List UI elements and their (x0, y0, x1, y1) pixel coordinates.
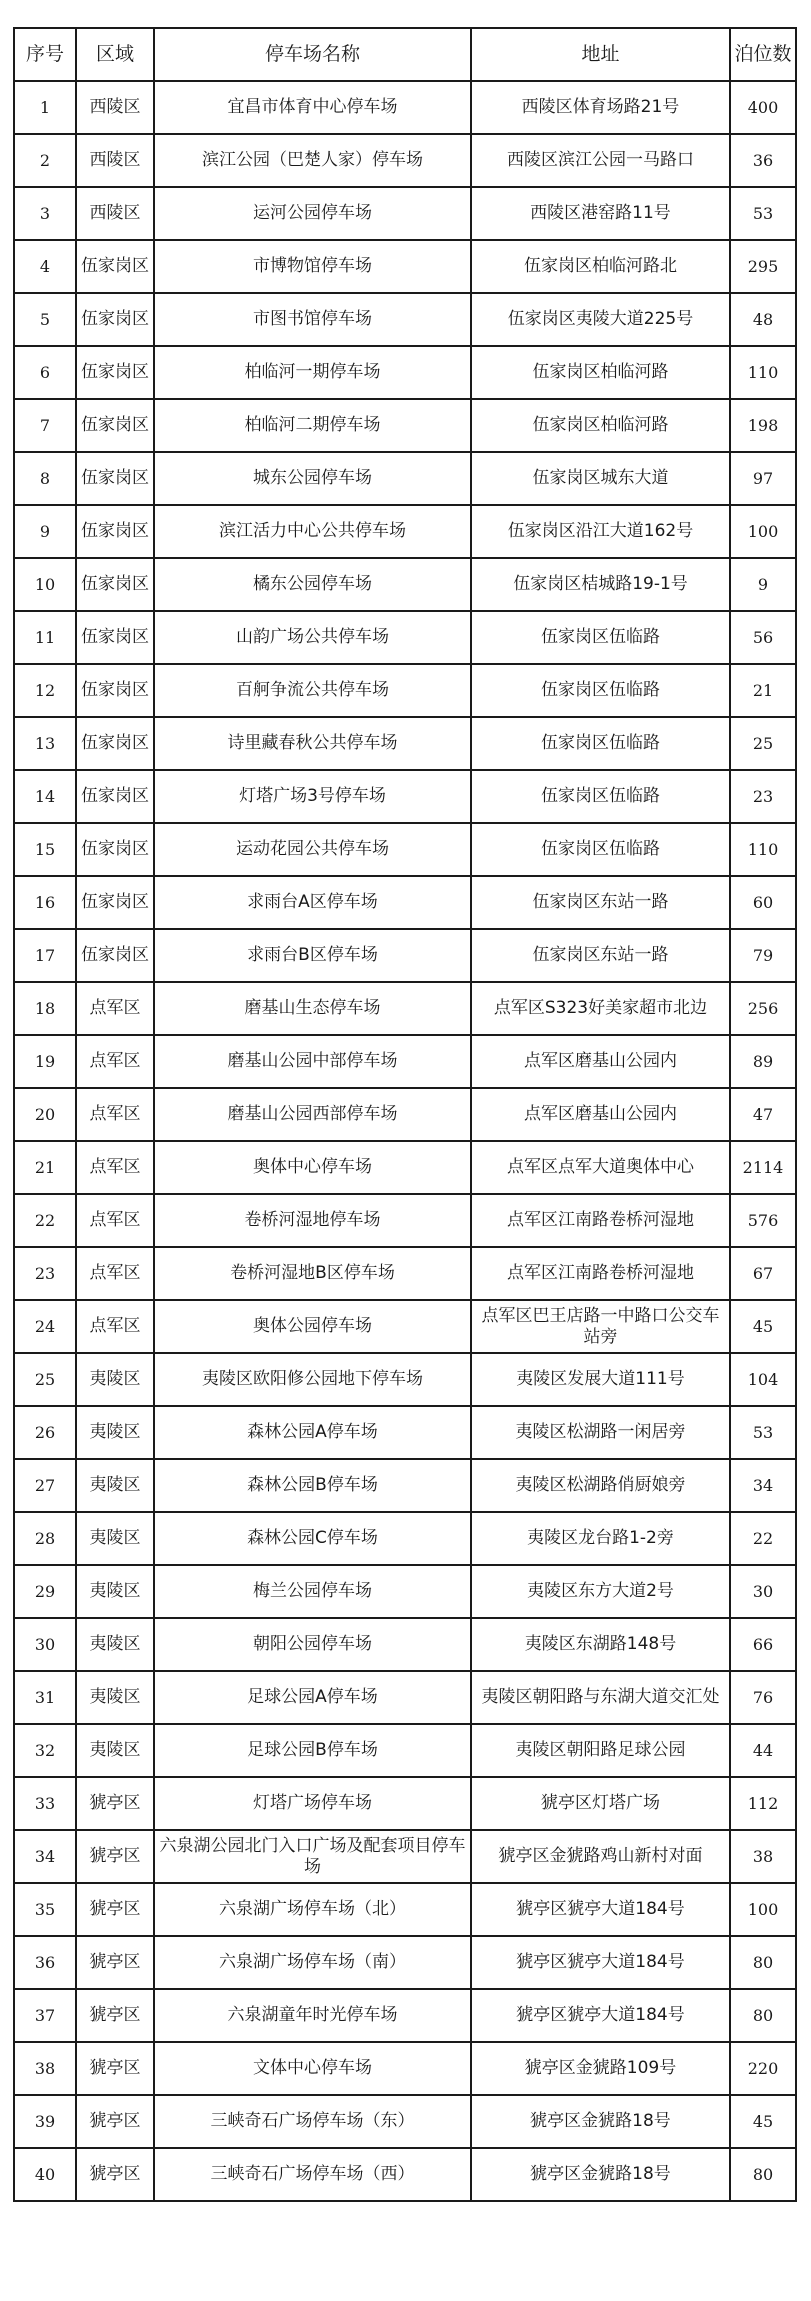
cell-parking-name: 卷桥河湿地停车场 (155, 1195, 472, 1246)
cell-parking-name: 灯塔广场停车场 (155, 1778, 472, 1829)
table-row (13, 824, 797, 877)
table-row (13, 612, 797, 665)
cell-index: 4 (13, 241, 77, 292)
cell-district: 猇亭区 (77, 1831, 155, 1882)
cell-address: 夷陵区龙台路1-2旁 (472, 1513, 731, 1564)
cell-address: 西陵区港窑路11号 (472, 188, 731, 239)
cell-address: 点军区磨基山公园内 (472, 1036, 731, 1087)
cell-address: 猇亭区猇亭大道184号 (472, 1937, 731, 1988)
cell-address: 伍家岗区东站一路 (472, 930, 731, 981)
cell-parking-name: 柏临河二期停车场 (155, 400, 472, 451)
cell-address: 猇亭区金猇路18号 (472, 2149, 731, 2200)
table-row (13, 1619, 797, 1672)
cell-district: 夷陵区 (77, 1619, 155, 1670)
cell-spaces: 576 (731, 1195, 797, 1246)
cell-address: 点军区江南路卷桥河湿地 (472, 1248, 731, 1299)
table-row (13, 188, 797, 241)
table-row (13, 400, 797, 453)
table-row (13, 877, 797, 930)
cell-address: 夷陵区朝阳路足球公园 (472, 1725, 731, 1776)
cell-parking-name: 磨基山公园中部停车场 (155, 1036, 472, 1087)
cell-spaces: 97 (731, 453, 797, 504)
cell-spaces: 44 (731, 1725, 797, 1776)
cell-index: 7 (13, 400, 77, 451)
cell-spaces: 25 (731, 718, 797, 769)
cell-index: 15 (13, 824, 77, 875)
cell-parking-name: 六泉湖广场停车场（北） (155, 1884, 472, 1935)
cell-district: 夷陵区 (77, 1354, 155, 1405)
cell-district: 猇亭区 (77, 1778, 155, 1829)
cell-district: 伍家岗区 (77, 930, 155, 981)
cell-district: 伍家岗区 (77, 612, 155, 663)
cell-address: 伍家岗区柏临河路 (472, 400, 731, 451)
cell-spaces: 45 (731, 1301, 797, 1352)
table-row (13, 1248, 797, 1301)
cell-district: 伍家岗区 (77, 665, 155, 716)
cell-district: 点军区 (77, 983, 155, 1034)
cell-parking-name: 运河公园停车场 (155, 188, 472, 239)
cell-address: 伍家岗区城东大道 (472, 453, 731, 504)
cell-parking-name: 市博物馆停车场 (155, 241, 472, 292)
cell-index: 29 (13, 1566, 77, 1617)
cell-district: 点军区 (77, 1301, 155, 1352)
cell-parking-name: 卷桥河湿地B区停车场 (155, 1248, 472, 1299)
cell-parking-name: 奥体公园停车场 (155, 1301, 472, 1352)
cell-spaces: 53 (731, 188, 797, 239)
cell-district: 伍家岗区 (77, 241, 155, 292)
cell-address: 夷陵区发展大道111号 (472, 1354, 731, 1405)
table-row (13, 241, 797, 294)
cell-spaces: 79 (731, 930, 797, 981)
cell-parking-name: 三峡奇石广场停车场（西） (155, 2149, 472, 2200)
cell-address: 伍家岗区柏临河路 (472, 347, 731, 398)
cell-district: 伍家岗区 (77, 824, 155, 875)
cell-spaces: 220 (731, 2043, 797, 2094)
cell-parking-name: 六泉湖广场停车场（南） (155, 1937, 472, 1988)
table-body (13, 82, 797, 2202)
table-row (13, 82, 797, 135)
cell-index: 30 (13, 1619, 77, 1670)
cell-parking-name: 城东公园停车场 (155, 453, 472, 504)
cell-parking-name: 磨基山生态停车场 (155, 983, 472, 1034)
table-row (13, 1831, 797, 1884)
cell-parking-name: 朝阳公园停车场 (155, 1619, 472, 1670)
cell-parking-name: 灯塔广场3号停车场 (155, 771, 472, 822)
cell-spaces: 47 (731, 1089, 797, 1140)
table-row (13, 1672, 797, 1725)
cell-address: 伍家岗区桔城路19-1号 (472, 559, 731, 610)
cell-parking-name: 三峡奇石广场停车场（东） (155, 2096, 472, 2147)
table-row (13, 665, 797, 718)
table-row (13, 2043, 797, 2096)
cell-spaces: 22 (731, 1513, 797, 1564)
cell-address: 点军区磨基山公园内 (472, 1089, 731, 1140)
table-row (13, 1513, 797, 1566)
cell-address: 伍家岗区柏临河路北 (472, 241, 731, 292)
cell-parking-name: 奥体中心停车场 (155, 1142, 472, 1193)
cell-spaces: 110 (731, 347, 797, 398)
cell-index: 16 (13, 877, 77, 928)
cell-spaces: 30 (731, 1566, 797, 1617)
cell-index: 39 (13, 2096, 77, 2147)
cell-address: 夷陵区松湖路俏厨娘旁 (472, 1460, 731, 1511)
cell-address: 伍家岗区伍临路 (472, 824, 731, 875)
cell-district: 伍家岗区 (77, 771, 155, 822)
cell-spaces: 80 (731, 1990, 797, 2041)
table-row (13, 1460, 797, 1513)
cell-spaces: 112 (731, 1778, 797, 1829)
cell-address: 伍家岗区伍临路 (472, 771, 731, 822)
cell-index: 10 (13, 559, 77, 610)
cell-index: 32 (13, 1725, 77, 1776)
cell-address: 伍家岗区沿江大道162号 (472, 506, 731, 557)
table-row (13, 1725, 797, 1778)
cell-index: 35 (13, 1884, 77, 1935)
cell-spaces: 89 (731, 1036, 797, 1087)
cell-index: 13 (13, 718, 77, 769)
cell-index: 20 (13, 1089, 77, 1140)
header-spaces: 泊位数 (731, 29, 797, 80)
cell-district: 夷陵区 (77, 1407, 155, 1458)
cell-index: 25 (13, 1354, 77, 1405)
cell-address: 点军区江南路卷桥河湿地 (472, 1195, 731, 1246)
table-row (13, 1990, 797, 2043)
cell-parking-name: 宜昌市体育中心停车场 (155, 82, 472, 133)
cell-spaces: 2114 (731, 1142, 797, 1193)
cell-parking-name: 森林公园C停车场 (155, 1513, 472, 1564)
cell-parking-name: 六泉湖童年时光停车场 (155, 1990, 472, 2041)
cell-spaces: 36 (731, 135, 797, 186)
cell-index: 12 (13, 665, 77, 716)
cell-district: 夷陵区 (77, 1725, 155, 1776)
cell-spaces: 45 (731, 2096, 797, 2147)
cell-address: 夷陵区东方大道2号 (472, 1566, 731, 1617)
cell-district: 夷陵区 (77, 1460, 155, 1511)
cell-spaces: 9 (731, 559, 797, 610)
cell-district: 猇亭区 (77, 1884, 155, 1935)
table-row (13, 983, 797, 1036)
cell-parking-name: 滨江公园（巴楚人家）停车场 (155, 135, 472, 186)
cell-index: 3 (13, 188, 77, 239)
cell-parking-name: 橘东公园停车场 (155, 559, 472, 610)
cell-address: 点军区S323好美家超市北边 (472, 983, 731, 1034)
cell-spaces: 400 (731, 82, 797, 133)
cell-spaces: 100 (731, 506, 797, 557)
cell-spaces: 104 (731, 1354, 797, 1405)
cell-index: 9 (13, 506, 77, 557)
cell-spaces: 21 (731, 665, 797, 716)
cell-spaces: 76 (731, 1672, 797, 1723)
cell-address: 伍家岗区伍临路 (472, 612, 731, 663)
cell-district: 西陵区 (77, 188, 155, 239)
cell-address: 点军区巴王店路一中路口公交车站旁 (472, 1301, 731, 1352)
cell-index: 23 (13, 1248, 77, 1299)
cell-index: 33 (13, 1778, 77, 1829)
cell-index: 27 (13, 1460, 77, 1511)
header-address: 地址 (472, 29, 731, 80)
table-row (13, 1195, 797, 1248)
cell-index: 1 (13, 82, 77, 133)
table-header-row (13, 27, 797, 82)
cell-index: 37 (13, 1990, 77, 2041)
table-row (13, 2149, 797, 2202)
cell-spaces: 23 (731, 771, 797, 822)
cell-parking-name: 柏临河一期停车场 (155, 347, 472, 398)
cell-parking-name: 梅兰公园停车场 (155, 1566, 472, 1617)
cell-district: 点军区 (77, 1142, 155, 1193)
table-row (13, 1937, 797, 1990)
cell-parking-name: 夷陵区欧阳修公园地下停车场 (155, 1354, 472, 1405)
cell-parking-name: 文体中心停车场 (155, 2043, 472, 2094)
cell-district: 伍家岗区 (77, 877, 155, 928)
table-row (13, 506, 797, 559)
table-row (13, 1354, 797, 1407)
cell-parking-name: 求雨台A区停车场 (155, 877, 472, 928)
cell-district: 伍家岗区 (77, 718, 155, 769)
cell-district: 猇亭区 (77, 2043, 155, 2094)
parking-lot-table (13, 27, 797, 2202)
cell-district: 伍家岗区 (77, 294, 155, 345)
cell-index: 22 (13, 1195, 77, 1246)
cell-spaces: 56 (731, 612, 797, 663)
cell-parking-name: 森林公园A停车场 (155, 1407, 472, 1458)
cell-index: 21 (13, 1142, 77, 1193)
cell-address: 猇亭区灯塔广场 (472, 1778, 731, 1829)
cell-district: 西陵区 (77, 82, 155, 133)
cell-address: 猇亭区猇亭大道184号 (472, 1990, 731, 2041)
cell-district: 伍家岗区 (77, 506, 155, 557)
cell-district: 伍家岗区 (77, 347, 155, 398)
cell-district: 猇亭区 (77, 2096, 155, 2147)
table-row (13, 1301, 797, 1354)
cell-address: 伍家岗区伍临路 (472, 718, 731, 769)
cell-index: 2 (13, 135, 77, 186)
cell-spaces: 110 (731, 824, 797, 875)
table-row (13, 453, 797, 506)
cell-district: 夷陵区 (77, 1566, 155, 1617)
header-index: 序号 (13, 29, 77, 80)
table-row (13, 1036, 797, 1089)
cell-address: 夷陵区朝阳路与东湖大道交汇处 (472, 1672, 731, 1723)
cell-district: 猇亭区 (77, 1990, 155, 2041)
cell-district: 伍家岗区 (77, 400, 155, 451)
cell-address: 点军区点军大道奥体中心 (472, 1142, 731, 1193)
table-row (13, 559, 797, 612)
cell-address: 伍家岗区夷陵大道225号 (472, 294, 731, 345)
cell-index: 8 (13, 453, 77, 504)
table-row (13, 930, 797, 983)
cell-spaces: 80 (731, 1937, 797, 1988)
cell-district: 点军区 (77, 1089, 155, 1140)
cell-index: 14 (13, 771, 77, 822)
cell-spaces: 48 (731, 294, 797, 345)
cell-parking-name: 磨基山公园西部停车场 (155, 1089, 472, 1140)
cell-index: 28 (13, 1513, 77, 1564)
table-row (13, 1407, 797, 1460)
cell-index: 5 (13, 294, 77, 345)
cell-parking-name: 森林公园B停车场 (155, 1460, 472, 1511)
cell-index: 36 (13, 1937, 77, 1988)
cell-index: 34 (13, 1831, 77, 1882)
table-row (13, 135, 797, 188)
cell-parking-name: 六泉湖公园北门入口广场及配套项目停车场 (155, 1831, 472, 1882)
cell-parking-name: 百舸争流公共停车场 (155, 665, 472, 716)
cell-index: 18 (13, 983, 77, 1034)
cell-parking-name: 市图书馆停车场 (155, 294, 472, 345)
cell-address: 猇亭区金猇路18号 (472, 2096, 731, 2147)
cell-address: 夷陵区东湖路148号 (472, 1619, 731, 1670)
cell-spaces: 256 (731, 983, 797, 1034)
cell-address: 猇亭区猇亭大道184号 (472, 1884, 731, 1935)
cell-spaces: 198 (731, 400, 797, 451)
cell-spaces: 53 (731, 1407, 797, 1458)
cell-district: 点军区 (77, 1195, 155, 1246)
table-row (13, 1089, 797, 1142)
cell-address: 夷陵区松湖路一闲居旁 (472, 1407, 731, 1458)
cell-address: 西陵区体育场路21号 (472, 82, 731, 133)
cell-address: 猇亭区金猇路109号 (472, 2043, 731, 2094)
cell-parking-name: 求雨台B区停车场 (155, 930, 472, 981)
cell-index: 26 (13, 1407, 77, 1458)
cell-index: 19 (13, 1036, 77, 1087)
cell-parking-name: 足球公园B停车场 (155, 1725, 472, 1776)
cell-district: 点军区 (77, 1248, 155, 1299)
cell-spaces: 38 (731, 1831, 797, 1882)
cell-parking-name: 足球公园A停车场 (155, 1672, 472, 1723)
cell-parking-name: 运动花园公共停车场 (155, 824, 472, 875)
cell-spaces: 34 (731, 1460, 797, 1511)
cell-index: 40 (13, 2149, 77, 2200)
cell-index: 31 (13, 1672, 77, 1723)
table-row (13, 294, 797, 347)
cell-index: 11 (13, 612, 77, 663)
cell-district: 猇亭区 (77, 1937, 155, 1988)
cell-district: 夷陵区 (77, 1672, 155, 1723)
cell-parking-name: 山韵广场公共停车场 (155, 612, 472, 663)
table-row (13, 1566, 797, 1619)
table-row (13, 1142, 797, 1195)
cell-district: 夷陵区 (77, 1513, 155, 1564)
cell-parking-name: 滨江活力中心公共停车场 (155, 506, 472, 557)
header-parking-name: 停车场名称 (155, 29, 472, 80)
cell-spaces: 67 (731, 1248, 797, 1299)
table-row (13, 1778, 797, 1831)
header-district: 区域 (77, 29, 155, 80)
cell-index: 38 (13, 2043, 77, 2094)
table-row (13, 718, 797, 771)
cell-spaces: 80 (731, 2149, 797, 2200)
cell-district: 点军区 (77, 1036, 155, 1087)
cell-index: 24 (13, 1301, 77, 1352)
cell-index: 17 (13, 930, 77, 981)
cell-address: 伍家岗区伍临路 (472, 665, 731, 716)
cell-district: 西陵区 (77, 135, 155, 186)
cell-parking-name: 诗里藏春秋公共停车场 (155, 718, 472, 769)
table-row (13, 347, 797, 400)
cell-spaces: 66 (731, 1619, 797, 1670)
table-row (13, 2096, 797, 2149)
cell-spaces: 100 (731, 1884, 797, 1935)
cell-address: 西陵区滨江公园一马路口 (472, 135, 731, 186)
cell-address: 猇亭区金猇路鸡山新村对面 (472, 1831, 731, 1882)
table-row (13, 771, 797, 824)
cell-district: 伍家岗区 (77, 559, 155, 610)
cell-address: 伍家岗区东站一路 (472, 877, 731, 928)
cell-district: 伍家岗区 (77, 453, 155, 504)
table-row (13, 1884, 797, 1937)
cell-district: 猇亭区 (77, 2149, 155, 2200)
cell-index: 6 (13, 347, 77, 398)
cell-spaces: 295 (731, 241, 797, 292)
cell-spaces: 60 (731, 877, 797, 928)
